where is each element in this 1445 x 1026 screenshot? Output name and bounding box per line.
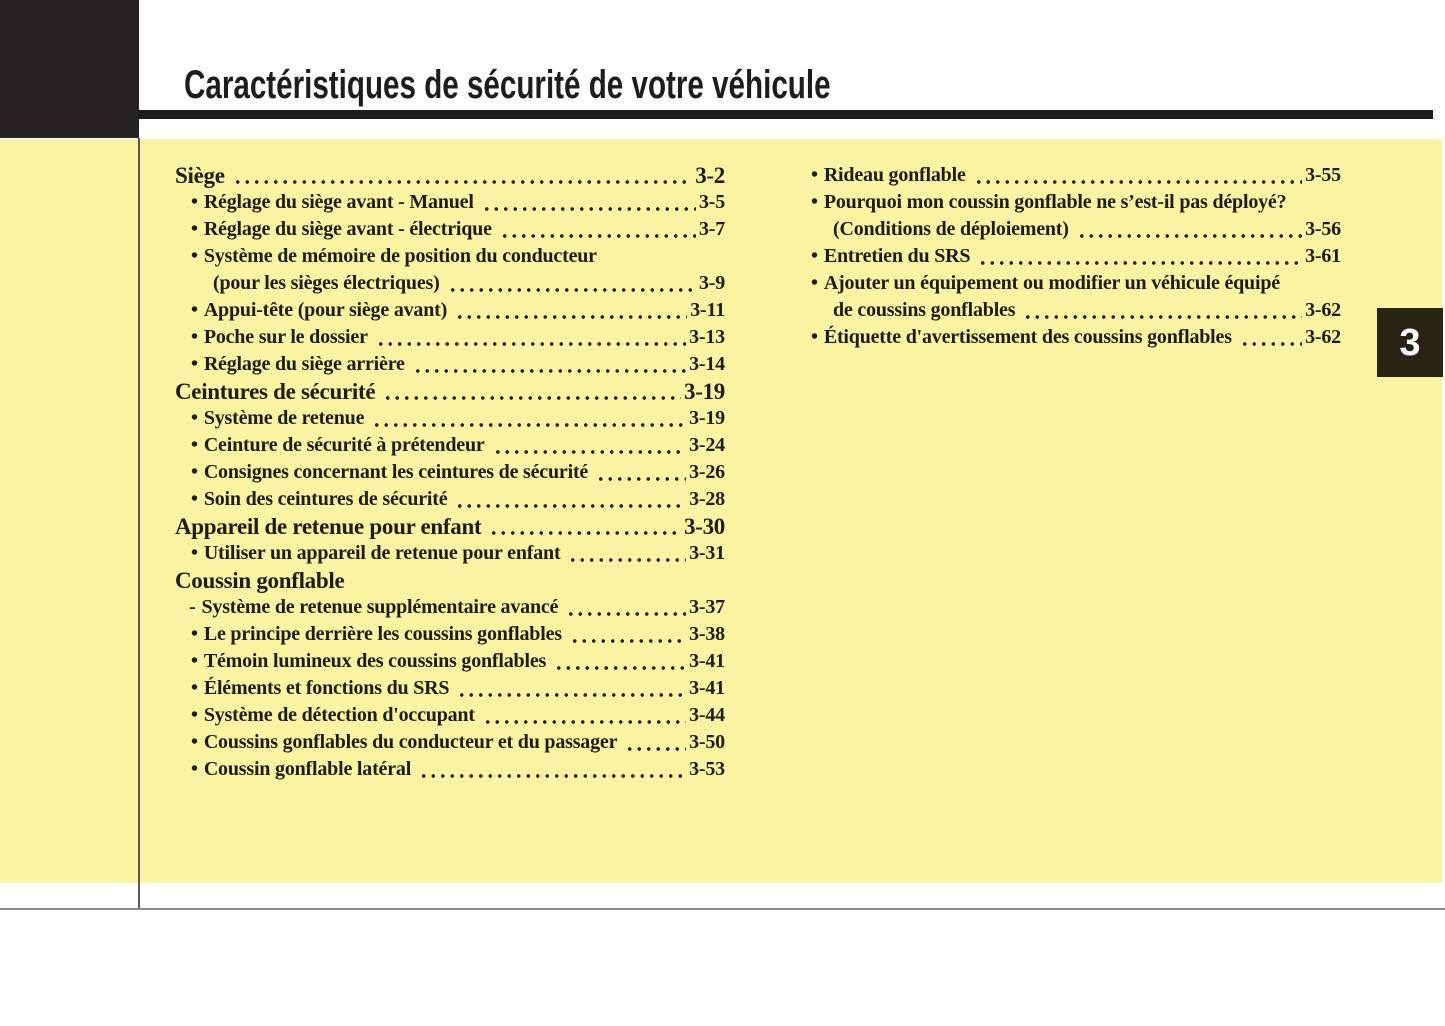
bullet: • <box>191 299 198 321</box>
bullet: • <box>811 164 818 186</box>
bullet: • <box>191 488 198 510</box>
bullet: • <box>191 245 198 267</box>
dot-leader <box>1021 297 1302 324</box>
bullet: • <box>191 731 198 753</box>
bullet: • <box>191 218 198 240</box>
toc-entry <box>175 648 725 675</box>
toc-entry-label: (Conditions de déploiement) <box>833 218 1069 240</box>
toc-entry <box>175 405 725 432</box>
toc-entry <box>175 270 725 297</box>
dot-leader <box>487 513 681 540</box>
toc-entry-label: Utiliser un appareil de retenue pour enfant <box>203 542 561 564</box>
toc-column-left <box>175 162 725 783</box>
bullet: • <box>191 407 198 429</box>
dot-leader <box>498 216 696 243</box>
toc-page-number: 3-55 <box>1305 164 1341 186</box>
toc-page-number: 3-62 <box>1305 326 1341 348</box>
toc-entry-label: Système de détection d'occupant <box>203 704 475 726</box>
toc-entry <box>175 243 725 270</box>
toc-entry <box>175 513 725 540</box>
toc-entry <box>175 540 725 567</box>
chapter-number: 3 <box>1399 321 1421 364</box>
bullet: • <box>811 272 818 294</box>
toc-column-right <box>795 162 1341 351</box>
toc-page-number: 3-30 <box>684 514 725 539</box>
toc-entry <box>795 297 1341 324</box>
toc-entry <box>175 216 725 243</box>
bullet: • <box>191 353 198 375</box>
dot-leader <box>972 162 1302 189</box>
bullet: • <box>191 623 198 645</box>
toc-entry <box>795 243 1341 270</box>
toc-page-number: 3-53 <box>689 758 725 780</box>
toc-page-number: 3-56 <box>1305 218 1341 240</box>
bullet: • <box>191 434 198 456</box>
toc-page-number: 3-28 <box>689 488 725 510</box>
toc-entry <box>175 675 725 702</box>
toc-entry <box>175 702 725 729</box>
dot-leader <box>594 459 686 486</box>
toc-page-number: 3-38 <box>689 623 725 645</box>
dot-leader <box>564 594 686 621</box>
bullet: • <box>811 191 818 213</box>
dot-leader <box>374 324 686 351</box>
toc-entry <box>175 324 725 351</box>
toc-entry <box>175 567 725 594</box>
toc-entry-label: Appareil de retenue pour enfant <box>175 514 482 539</box>
dot-leader <box>455 675 686 702</box>
toc-page-number: 3-31 <box>689 542 725 564</box>
bullet: • <box>191 461 198 483</box>
dot-leader <box>976 243 1302 270</box>
toc-page-number: 3-26 <box>689 461 725 483</box>
bullet: • <box>191 650 198 672</box>
toc-entry-label: Le principe derrière les coussins gonflables <box>203 623 562 645</box>
toc-entry <box>795 162 1341 189</box>
toc-entry <box>175 297 725 324</box>
dash-bullet: - <box>189 596 196 618</box>
dot-leader <box>623 729 686 756</box>
toc-entry-label: Coussin gonflable <box>175 568 345 593</box>
toc-entry <box>175 432 725 459</box>
toc-entry <box>795 216 1341 243</box>
toc-page-number: 3-19 <box>689 407 725 429</box>
dot-leader <box>568 621 686 648</box>
dot-leader <box>566 540 686 567</box>
toc-entry <box>795 324 1341 351</box>
bullet: • <box>191 677 198 699</box>
chapter-tab <box>1377 308 1443 377</box>
dot-leader <box>552 648 686 675</box>
toc-entry-label: Poche sur le dossier <box>203 326 368 348</box>
bullet: • <box>191 704 198 726</box>
dot-leader <box>481 702 686 729</box>
toc-page-number: 3-41 <box>689 650 725 672</box>
toc-entry-label: Système de retenue <box>203 407 365 429</box>
toc-entry <box>175 756 725 783</box>
dot-leader <box>1075 216 1302 243</box>
toc-page-number: 3-7 <box>698 218 725 240</box>
page-title <box>184 62 1058 108</box>
toc-page-number: 3-37 <box>689 596 725 618</box>
toc-entry-label: Soin des ceintures de sécurité <box>203 488 448 510</box>
toc-entry-label: Siège <box>175 163 225 188</box>
toc-entry-label: Étiquette d'avertissement des coussins gonflables <box>823 326 1232 348</box>
toc-page-number: 3-41 <box>689 677 725 699</box>
toc-entry <box>175 189 725 216</box>
toc-entry <box>795 189 1341 216</box>
page-title-text: Caractéristiques de sécurité de votre véhicule <box>184 63 831 107</box>
toc-page-number: 3-11 <box>690 299 725 321</box>
toc-entry <box>175 162 725 189</box>
footer-rule <box>0 908 1445 910</box>
toc-entry-label: Réglage du siège avant - Manuel <box>203 191 474 213</box>
dot-leader <box>453 486 686 513</box>
toc-entry-label: Consignes concernant les ceintures de sécurité <box>203 461 589 483</box>
toc-entry <box>175 459 725 486</box>
toc-entry <box>795 270 1341 297</box>
title-rule <box>138 110 1433 119</box>
toc-entry-label: Système de mémoire de position du conducteur <box>203 245 597 267</box>
toc-page-number: 3-19 <box>684 379 725 404</box>
toc-entry <box>175 351 725 378</box>
toc-entry <box>175 621 725 648</box>
toc-page-number: 3-24 <box>689 434 725 456</box>
toc-entry-label: Témoin lumineux des coussins gonflables <box>203 650 547 672</box>
dot-leader <box>453 297 687 324</box>
bullet: • <box>191 758 198 780</box>
toc-page-number: 3-5 <box>698 191 725 213</box>
toc-entry <box>175 378 725 405</box>
left-margin-rule <box>138 138 140 909</box>
bullet: • <box>191 542 198 564</box>
toc-page-number: 3-2 <box>695 163 725 188</box>
toc-entry-label: Coussin gonflable latéral <box>203 758 412 780</box>
dot-leader <box>370 405 686 432</box>
toc-entry <box>175 486 725 513</box>
bullet: • <box>191 191 198 213</box>
toc-entry-label: Réglage du siège avant - électrique <box>203 218 492 240</box>
toc-entry-label: Appui-tête (pour siège avant) <box>203 299 448 321</box>
toc-page-number: 3-61 <box>1305 245 1341 267</box>
dot-leader <box>231 162 693 189</box>
toc-entry <box>175 594 725 621</box>
toc-entry-label: Ceinture de sécurité à prétendeur <box>203 434 485 456</box>
toc-entry-label: Coussins gonflables du conducteur et du passager <box>203 731 618 753</box>
toc-page-number: 3-13 <box>689 326 725 348</box>
toc-page-number: 3-14 <box>689 353 725 375</box>
dot-leader <box>381 378 681 405</box>
dot-leader <box>446 270 696 297</box>
toc-entry-label: (pour les sièges électriques) <box>213 272 440 294</box>
toc-entry-label: Système de retenue supplémentaire avancé <box>201 596 559 618</box>
toc-entry-label: Ceintures de sécurité <box>175 379 376 404</box>
dot-leader <box>1238 324 1302 351</box>
dot-leader <box>417 756 686 783</box>
toc-entry-label: Pourquoi mon coussin gonflable ne s’est-il pas déployé? <box>823 191 1287 213</box>
toc-entry-label: Réglage du siège arrière <box>203 353 405 375</box>
toc-entry-label: de coussins gonflables <box>833 299 1016 321</box>
toc-page-number: 3-44 <box>689 704 725 726</box>
toc-page-number: 3-62 <box>1305 299 1341 321</box>
corner-block <box>0 0 139 138</box>
bullet: • <box>811 245 818 267</box>
dot-leader <box>411 351 686 378</box>
toc-entry-label: Entretien du SRS <box>823 245 971 267</box>
toc-entry <box>175 729 725 756</box>
toc-entry-label: Rideau gonflable <box>823 164 966 186</box>
toc-page-number: 3-9 <box>698 272 725 294</box>
dot-leader <box>480 189 696 216</box>
toc-page-number: 3-50 <box>689 731 725 753</box>
bullet: • <box>811 326 818 348</box>
toc-entry-label: Ajouter un équipement ou modifier un véhicule équipé <box>823 272 1280 294</box>
bullet: • <box>191 326 198 348</box>
dot-leader <box>491 432 687 459</box>
toc-entry-label: Éléments et fonctions du SRS <box>203 677 450 699</box>
